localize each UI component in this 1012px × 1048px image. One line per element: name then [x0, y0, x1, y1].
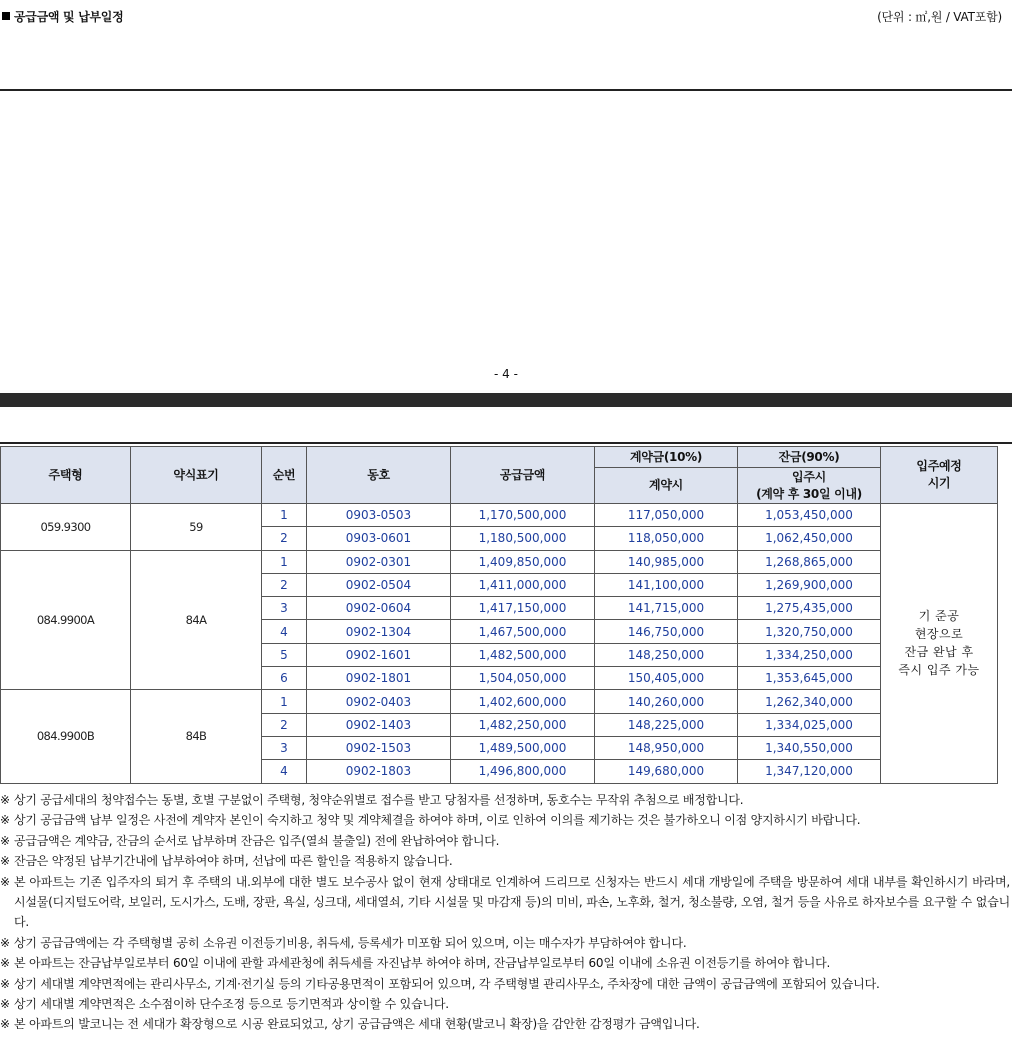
table-top-rule — [0, 442, 1012, 444]
balance-cell: 1,334,025,000 — [738, 713, 881, 736]
note-text: 공급금액은 계약금, 잔금의 순서로 납부하며 잔금은 입주(열쇠 불출일) 전에 완납하여야 합니다. — [14, 833, 500, 848]
balance-cell: 1,347,120,000 — [738, 760, 881, 783]
note-text: 잔금은 약정된 납부기간내에 납부하여야 하며, 선납에 따른 할인을 적용하지 않습니다. — [14, 854, 453, 869]
price-cell: 1,411,000,000 — [451, 573, 595, 596]
seq-cell: 2 — [262, 713, 307, 736]
note-item — [0, 953, 1010, 973]
supply-price-table — [0, 446, 998, 784]
note-text: 상기 공급금액에는 각 주택형별 공히 소유권 이전등기비용, 취득세, 등록세가 미포함 되어 있으며, 이는 매수자가 부담하여야 합니다. — [14, 935, 687, 950]
note-text: 본 아파트의 발코니는 전 세대가 확장형으로 시공 완료되었고, 상기 공급금액은 세대 현황(발코니 확장)을 감안한 감정평가 금액입니다. — [14, 1017, 700, 1032]
seq-cell: 1 — [262, 550, 307, 573]
seq-cell: 4 — [262, 760, 307, 783]
divider-line — [0, 89, 1012, 91]
balance-cell: 1,320,750,000 — [738, 620, 881, 643]
note-text: 본 아파트는 기존 입주자의 퇴거 후 주택의 내.외부에 대한 별도 보수공사 없이 현재 상태대로 인계하여 드리므로 신청자는 반드시 세대 개방일에 주택을 방문하여 세대 내부를 확인하시기 바라며, 시설물(디지털도어락, 보일러, 도시가스, 도배, 장판, 욕실, 싱크대, 세대열쇠, 기타 시설물 및 마감재 등)의 미비, 파손, 노후화, 철거, 청소불량, 오염, 철거 등을 사유로 하자보수를 요구할 수 없습니다. — [14, 874, 1010, 930]
seq-cell: 3 — [262, 736, 307, 759]
seq-cell: 2 — [262, 573, 307, 596]
balance-cell: 1,334,250,000 — [738, 643, 881, 666]
unit-note: (단위 : ㎡,원 / VAT포함) — [877, 10, 1002, 24]
note-text: 상기 공급세대의 청약접수는 동별, 호별 구분없이 주택형, 청약순위별로 접수를 받고 당첨자를 선정하며, 동호수는 무작위 추첨으로 배정합니다. — [14, 793, 744, 807]
deposit-cell: 148,225,000 — [595, 713, 738, 736]
section-title-text: 공급금액 및 납부일정 — [14, 10, 124, 24]
note-item — [0, 831, 1010, 851]
movein-text-line4: 즉시 입주 가능 — [898, 663, 980, 678]
reference-mark-icon: ※ — [0, 793, 10, 807]
price-cell: 1,489,500,000 — [451, 736, 595, 759]
reference-mark-icon: ※ — [0, 833, 10, 848]
deposit-cell: 141,100,000 — [595, 573, 738, 596]
seq-cell: 1 — [262, 504, 307, 527]
header-movein-line2: 시기 — [927, 476, 951, 490]
unit-cell: 0902-0403 — [307, 690, 451, 713]
balance-cell: 1,262,340,000 — [738, 690, 881, 713]
price-cell: 1,504,050,000 — [451, 667, 595, 690]
price-cell: 1,409,850,000 — [451, 550, 595, 573]
notes-list — [0, 790, 1010, 1035]
balance-cell: 1,053,450,000 — [738, 504, 881, 527]
balance-cell: 1,062,450,000 — [738, 527, 881, 550]
unit-cell: 0902-1803 — [307, 760, 451, 783]
section-title — [2, 8, 123, 25]
note-item — [0, 851, 1010, 871]
balance-cell: 1,268,865,000 — [738, 550, 881, 573]
unit-cell: 0903-0601 — [307, 527, 451, 550]
table-row — [1, 690, 998, 713]
table-row — [1, 504, 998, 527]
deposit-cell: 148,250,000 — [595, 643, 738, 666]
note-item — [0, 1014, 1010, 1034]
deposit-cell: 117,050,000 — [595, 504, 738, 527]
header-deposit-group: 계약금(10%) — [595, 447, 738, 468]
header-balance-when-line2: (계약 후 30일 이내) — [756, 486, 862, 501]
price-cell: 1,180,500,000 — [451, 527, 595, 550]
reference-mark-icon: ※ — [0, 935, 10, 950]
price-cell: 1,467,500,000 — [451, 620, 595, 643]
header-seq: 순번 — [262, 447, 307, 504]
price-cell: 1,402,600,000 — [451, 690, 595, 713]
unit-cell: 0903-0503 — [307, 504, 451, 527]
table-body — [1, 504, 998, 784]
table-row — [1, 550, 998, 573]
page-break-band — [0, 393, 1012, 407]
balance-cell: 1,275,435,000 — [738, 597, 881, 620]
header-unit: 동호 — [307, 447, 451, 504]
square-bullet-icon — [2, 12, 10, 20]
header-balance-group: 잔금(90%) — [738, 447, 881, 468]
unit-cell: 0902-1801 — [307, 667, 451, 690]
page-number: - 4 - — [494, 367, 518, 381]
seq-cell: 3 — [262, 597, 307, 620]
abbr-cell: 84B — [131, 690, 262, 783]
type-cell: 084.9900A — [1, 550, 131, 690]
price-cell: 1,417,150,000 — [451, 597, 595, 620]
reference-mark-icon: ※ — [0, 1017, 10, 1032]
abbr-cell: 59 — [131, 504, 262, 551]
type-cell: 084.9900B — [1, 690, 131, 783]
seq-cell: 5 — [262, 643, 307, 666]
reference-mark-icon: ※ — [0, 854, 10, 869]
seq-cell: 6 — [262, 667, 307, 690]
movein-text-line3: 잔금 완납 후 — [904, 645, 974, 660]
reference-mark-icon: ※ — [0, 976, 10, 991]
reference-mark-icon: ※ — [0, 997, 10, 1012]
note-text: 상기 세대별 계약면적은 소수점이하 단수조정 등으로 등기면적과 상이할 수 있습니다. — [14, 997, 449, 1012]
abbr-cell: 84A — [131, 550, 262, 690]
header-price: 공급금액 — [451, 447, 595, 504]
balance-cell: 1,353,645,000 — [738, 667, 881, 690]
balance-cell: 1,269,900,000 — [738, 573, 881, 596]
note-item — [0, 974, 1010, 994]
unit-cell: 0902-1304 — [307, 620, 451, 643]
reference-mark-icon: ※ — [0, 813, 10, 828]
price-cell: 1,482,250,000 — [451, 713, 595, 736]
header-deposit-when: 계약시 — [595, 468, 738, 504]
unit-cell: 0902-1503 — [307, 736, 451, 759]
header-balance-when-line1: 입주시 — [792, 469, 826, 484]
note-text: 본 아파트는 잔금납부일로부터 60일 이내에 관할 과세관청에 취득세를 자진납부 하여야 하며, 잔금납부일로부터 60일 이내에 소유권 이전등기를 하여야 합니다. — [14, 956, 831, 971]
header-abbr: 약식표기 — [131, 447, 262, 504]
unit-cell: 0902-1601 — [307, 643, 451, 666]
deposit-cell: 141,715,000 — [595, 597, 738, 620]
movein-text-line2: 현장으로 — [914, 627, 964, 642]
type-cell: 059.9300 — [1, 504, 131, 551]
seq-cell: 2 — [262, 527, 307, 550]
note-item — [0, 933, 1010, 953]
deposit-cell: 148,950,000 — [595, 736, 738, 759]
header-type: 주택형 — [1, 447, 131, 504]
unit-cell: 0902-0301 — [307, 550, 451, 573]
note-text: 상기 공급금액 납부 일정은 사전에 계약자 본인이 숙지하고 청약 및 계약체결을 하여야 하며, 이로 인하여 이의를 제기하는 것은 불가하오니 이점 양지하시기 바랍니다. — [14, 813, 861, 828]
movein-text-line1: 기 준공 — [918, 609, 960, 624]
balance-cell: 1,340,550,000 — [738, 736, 881, 759]
note-item — [0, 994, 1010, 1014]
deposit-cell: 150,405,000 — [595, 667, 738, 690]
header-movein-line1: 입주예정 — [916, 459, 962, 473]
header-movein — [881, 447, 998, 504]
movein-cell — [881, 504, 998, 784]
note-item — [0, 810, 1010, 830]
seq-cell: 1 — [262, 690, 307, 713]
reference-mark-icon: ※ — [0, 874, 10, 889]
unit-cell: 0902-1403 — [307, 713, 451, 736]
unit-cell: 0902-0504 — [307, 573, 451, 596]
unit-cell: 0902-0604 — [307, 597, 451, 620]
price-cell: 1,170,500,000 — [451, 504, 595, 527]
deposit-cell: 149,680,000 — [595, 760, 738, 783]
note-item — [0, 872, 1010, 933]
deposit-cell: 140,985,000 — [595, 550, 738, 573]
deposit-cell: 146,750,000 — [595, 620, 738, 643]
header-balance-when — [738, 468, 881, 504]
deposit-cell: 118,050,000 — [595, 527, 738, 550]
note-item — [0, 790, 1010, 810]
price-cell: 1,496,800,000 — [451, 760, 595, 783]
price-cell: 1,482,500,000 — [451, 643, 595, 666]
note-text: 상기 세대별 계약면적에는 관리사무소, 기계·전기실 등의 기타공용면적이 포함되어 있으며, 각 주택형별 관리사무소, 주차장에 대한 금액이 공급금액에 포함되어 있습니다. — [14, 976, 880, 991]
reference-mark-icon: ※ — [0, 956, 10, 971]
deposit-cell: 140,260,000 — [595, 690, 738, 713]
seq-cell: 4 — [262, 620, 307, 643]
